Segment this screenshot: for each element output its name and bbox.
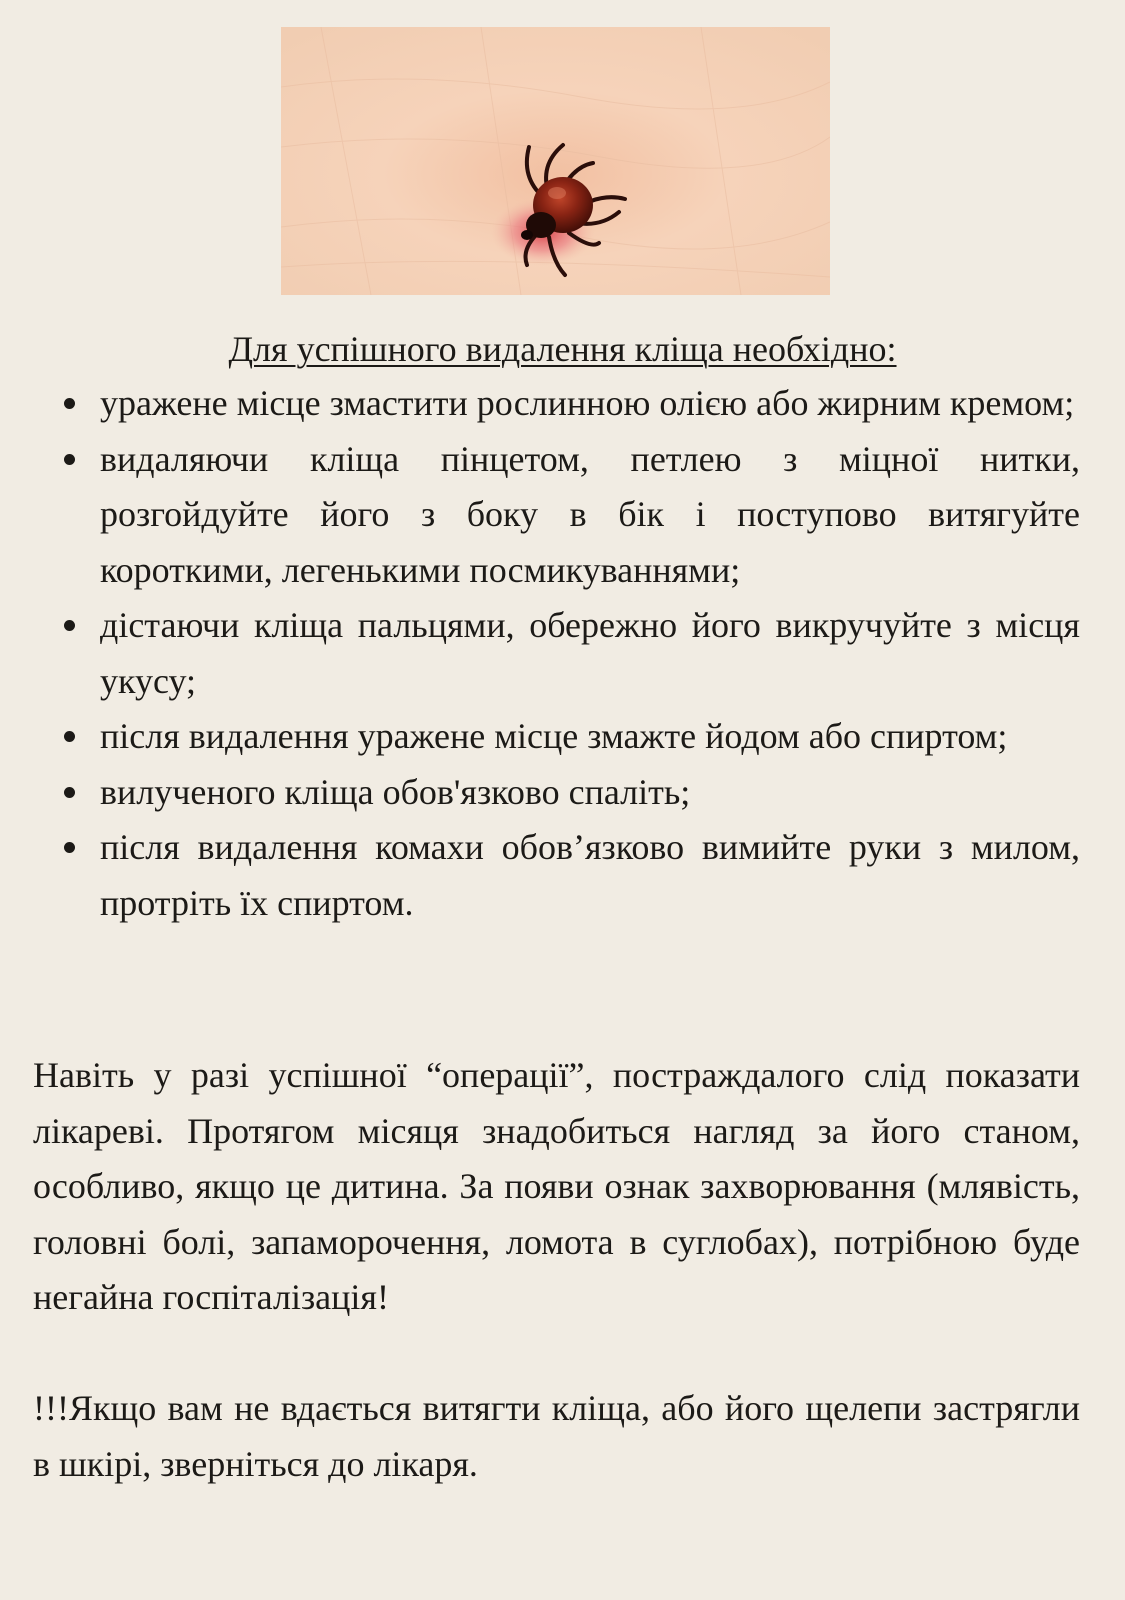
list-item bbox=[60, 376, 1080, 432]
instructions-list bbox=[60, 376, 1080, 931]
list-item-text: після видалення комахи обов’язково вимийте руки з милом, протріть їх спиртом. bbox=[100, 827, 1080, 923]
list-item-text: вилученого кліща обов'язково спаліть; bbox=[100, 771, 691, 812]
list-item-text: після видалення уражене місце змажте йодом або спиртом; bbox=[100, 716, 1008, 756]
list-item bbox=[60, 709, 1080, 765]
bullet-icon bbox=[64, 787, 75, 798]
bullet-icon bbox=[64, 842, 75, 853]
list-item bbox=[60, 432, 1080, 599]
bullet-icon bbox=[64, 731, 75, 742]
doctor-advice-paragraph: Навіть у разі успішної “операції”, постраждалого слід показати лікареві. Протягом місяця знадобиться нагляд за його станом, особливо, якщо це дитина. За появи ознак захворювання (млявість, головні болі, запаморочення, ломота в суглобах), потрібною буде негайна госпіталізація! bbox=[33, 1055, 1080, 1317]
list-item-text: видаляючи кліща пінцетом, петлею з міцної нитки, розгойдуйте його з боку в бік і поступово витягуйте короткими, легенькими посмикуваннями; bbox=[100, 438, 1080, 590]
list-item-text: уражене місце змастити рослинною олією або жирним кремом; bbox=[100, 383, 1075, 423]
list-item bbox=[60, 765, 1080, 821]
tick-on-skin-photo bbox=[281, 27, 830, 295]
bullet-icon bbox=[64, 620, 75, 631]
instructions-heading: Для успішного видалення кліща необхідно: bbox=[228, 329, 897, 369]
bullet-icon bbox=[64, 454, 75, 465]
warning-paragraph: !!!Якщо вам не вдається витягти кліща, або його щелепи застрягли в шкірі, зверніться до лікаря. bbox=[33, 1388, 1080, 1484]
list-item bbox=[60, 820, 1080, 931]
list-item-text: дістаючи кліща пальцями, обережно його викручуйте з місця укусу; bbox=[100, 605, 1080, 701]
bullet-icon bbox=[64, 398, 75, 409]
list-item bbox=[60, 598, 1080, 709]
tick-photo-graphic bbox=[281, 27, 830, 295]
